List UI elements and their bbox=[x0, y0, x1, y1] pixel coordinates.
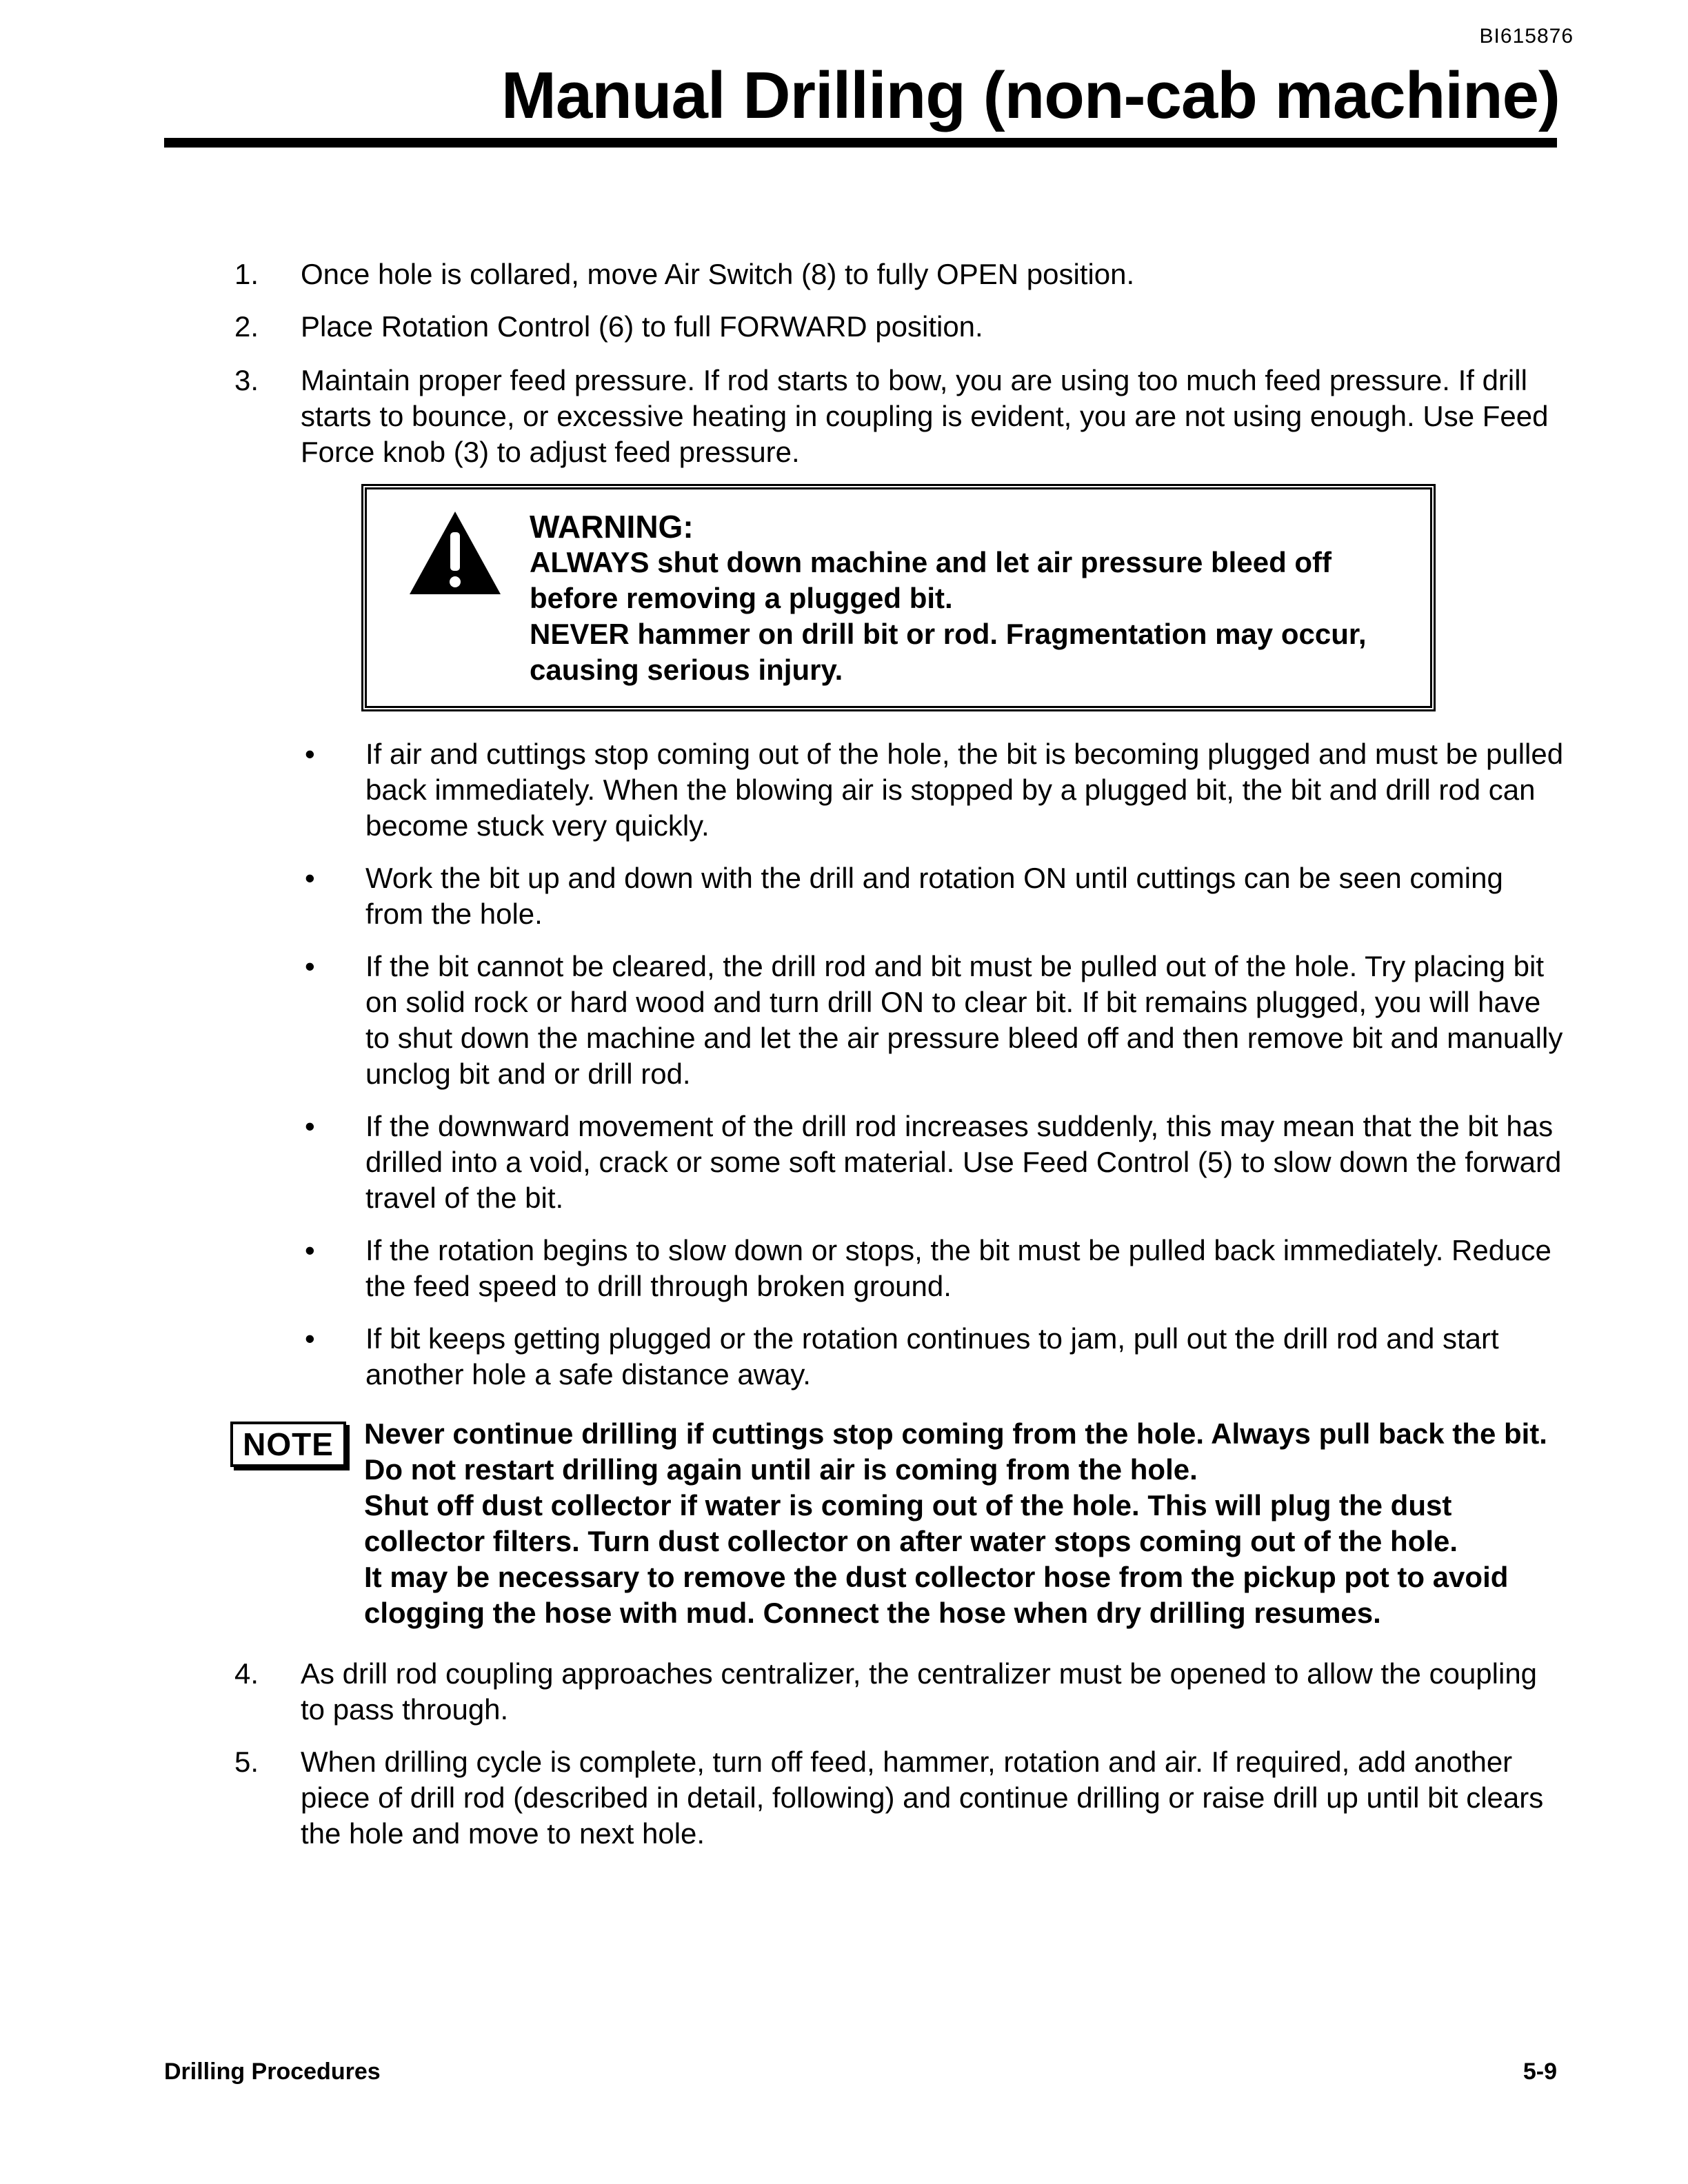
step-text: Maintain proper feed pressure. If rod starts to bow, you are using too much feed pressure. If drill starts to bounce, or excessive heating in coupling is evident, you are not using enough. Use Feed Force knob (3) to adjust feed pressure. bbox=[301, 364, 1549, 468]
bullet-icon: • bbox=[305, 862, 315, 894]
page-title: Manual Drilling (non-cab machine) bbox=[501, 59, 1560, 132]
list-item bbox=[297, 1109, 1565, 1216]
list-item bbox=[297, 1321, 1565, 1393]
bullet-text: If air and cuttings stop coming out of the hole, the bit is becoming plugged and must be pulled back immediately. When the blowing air is stopped by a plugged bit, the bit and drill rod can become stuck very quickly. bbox=[365, 738, 1564, 842]
step-text: Once hole is collared, move Air Switch (8) to fully OPEN position. bbox=[301, 258, 1135, 290]
bullet-text: If the rotation begins to slow down or stops, the bit must be pulled back immediately. Reduce the feed speed to drill through broken ground. bbox=[365, 1234, 1551, 1302]
bullet-icon: • bbox=[305, 738, 315, 770]
bullet-text: If bit keeps getting plugged or the rotation continues to jam, pull out the drill rod and start another hole a safe distance away. bbox=[365, 1322, 1499, 1391]
note-paragraph: Never continue drilling if cuttings stop coming from the hole. Always pull back the bit. Do not restart drilling again until air is coming from the hole. bbox=[364, 1417, 1547, 1486]
warning-box bbox=[361, 484, 1436, 711]
bullet-list bbox=[297, 736, 1565, 1409]
note-text bbox=[364, 1416, 1565, 1631]
bullet-icon: • bbox=[305, 1110, 315, 1142]
bullet-text: If the downward movement of the drill rod increases suddenly, this may mean that the bit has drilled into a void, crack or some soft material. Use Feed Control (5) to slow down the forward travel of the bit. bbox=[365, 1110, 1562, 1214]
step-text: As drill rod coupling approaches centralizer, the centralizer must be opened to allow the coupling to pass through. bbox=[301, 1657, 1538, 1726]
list-item bbox=[297, 949, 1565, 1092]
bullet-text: Work the bit up and down with the drill and rotation ON until cuttings can be seen coming from the hole. bbox=[365, 862, 1503, 930]
note-paragraph: Shut off dust collector if water is coming out of the hole. This will plug the dust collector filters. Turn dust collector on after water stops coming out of the hole. bbox=[364, 1489, 1458, 1557]
bullet-icon: • bbox=[305, 1322, 315, 1355]
step-number: 1. bbox=[234, 258, 259, 290]
title-rule bbox=[164, 138, 1557, 148]
footer-section-title: Drilling Procedures bbox=[164, 2059, 381, 2085]
note-badge: NOTE bbox=[230, 1422, 346, 1467]
bullet-text: If the bit cannot be cleared, the drill rod and bit must be pulled out of the hole. Try placing bit on solid rock or hard wood and turn drill ON to clear bit. If bit remains plugged, you will have to shut down the machine and let the air pressure bleed off and then remove bit and manually unclog bit and or drill rod. bbox=[365, 950, 1563, 1090]
list-item bbox=[297, 1233, 1565, 1304]
warning-text bbox=[530, 509, 1398, 688]
bullet-icon: • bbox=[305, 1234, 315, 1266]
bullet-icon: • bbox=[305, 950, 315, 982]
warning-line: NEVER hammer on drill bit or rod. Fragmentation may occur, causing serious injury. bbox=[530, 618, 1367, 686]
warning-heading: WARNING: bbox=[530, 509, 694, 545]
warning-triangle-icon bbox=[407, 509, 503, 598]
page-number: 5-9 bbox=[1523, 2059, 1557, 2085]
warning-line: ALWAYS shut down machine and let air pressure bleed off before removing a plugged bit. bbox=[530, 546, 1332, 614]
list-item bbox=[297, 736, 1565, 844]
note-paragraph: It may be necessary to remove the dust collector hose from the pickup pot to avoid clogging the hose with mud. Connect the hose when dry drilling resumes. bbox=[364, 1561, 1509, 1629]
step-text: Place Rotation Control (6) to full FORWARD position. bbox=[301, 310, 983, 343]
step-number: 4. bbox=[234, 1657, 259, 1690]
step-number: 3. bbox=[234, 364, 259, 396]
document-id: BI615876 bbox=[1479, 25, 1574, 48]
list-item bbox=[297, 860, 1565, 932]
step-number: 5. bbox=[234, 1746, 259, 1778]
step-number: 2. bbox=[234, 310, 259, 343]
step-text: When drilling cycle is complete, turn off feed, hammer, rotation and air. If required, add another piece of drill rod (described in detail, following) and continue drilling or raise drill up until bit clears the hole and move to next hole. bbox=[301, 1746, 1544, 1850]
